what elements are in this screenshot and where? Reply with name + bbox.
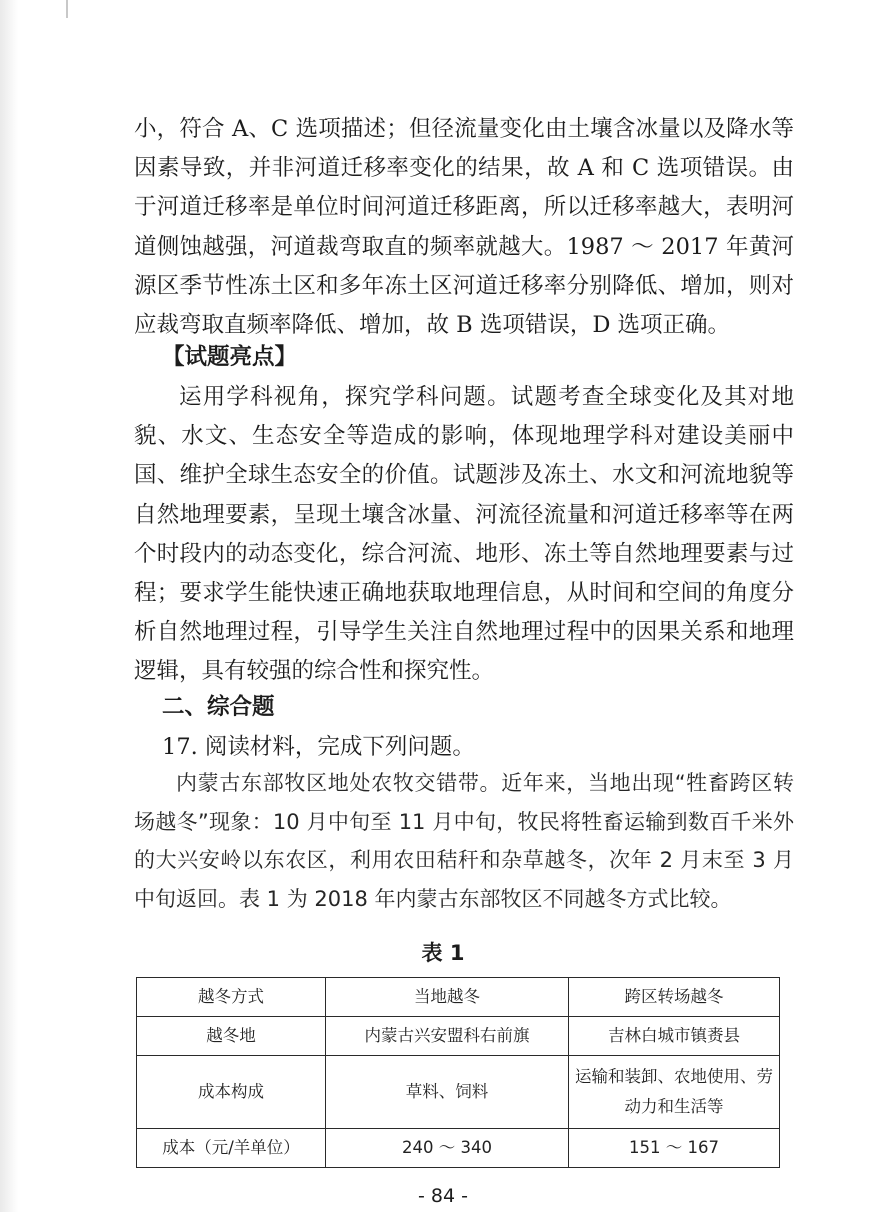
scan-shadow-edge xyxy=(0,0,18,1212)
question-17-prompt: 17. 阅读材料，完成下列问题。 xyxy=(162,734,475,760)
table-cell: 草料、饲料 xyxy=(326,1056,569,1129)
scan-corner-mark xyxy=(66,0,68,18)
table-cell: 越冬方式 xyxy=(137,978,326,1017)
answer-analysis-paragraph: 小，符合 A、C 选项描述；但径流量变化由土壤含冰量以及降水等因素导致，并非河道迁移率变化的结果，故 A 和 C 选项错误。由于河道迁移率是单位时间河道迁移距离，所以迁移率越大，表明河道侧蚀越强，河道裁弯取直的频率就越大。1987 ～ 2017 年黄河源区季节性冻土区和多年冻土区河道迁移率分别降低、增加，则对应裁弯取直频率降低、增加，故 B 选项错误，D 选项正确。 xyxy=(134,116,794,339)
table-cell: 内蒙古兴安盟科右前旗 xyxy=(326,1017,569,1056)
reading-material-paragraph: 内蒙古东部牧区地处农牧交错带。近年来，当地出现“牲畜跨区转场越冬”现象：10 月中旬至 11 月中旬，牧民将牲畜运输到数百千米外的大兴安岭以东农区，利用农田秸秆和杂草越冬，次年 2 月末至 3 月中旬返回。表 1 为 2018 年内蒙古东部牧区不同越冬方式比较。 xyxy=(134,771,794,911)
table-header-row xyxy=(137,978,780,1017)
table-cell: 成本构成 xyxy=(137,1056,326,1129)
table-cell: 跨区转场越冬 xyxy=(569,978,780,1017)
table-cell: 吉林白城市镇赉县 xyxy=(569,1017,780,1056)
highlights-heading: 【试题亮点】 xyxy=(162,344,298,370)
table-title: 表 1 xyxy=(421,941,465,965)
table-row xyxy=(137,1017,780,1056)
table-cell: 成本（元/羊单位） xyxy=(137,1129,326,1168)
page-number: - 84 - xyxy=(418,1185,468,1207)
highlights-paragraph: 运用学科视角，探究学科问题。试题考查全球变化及其对地貌、水文、生态安全等造成的影响，体现地理学科对建设美丽中国、维护全球生态安全的价值。试题涉及冻土、水文和河流地貌等自然地理要素，呈现土壤含冰量、河流径流量和河道迁移率等在两个时段内的动态变化，综合河流、地形、冻土等自然地理要素与过程；要求学生能快速正确地获取地理信息，从时间和空间的角度分析自然地理过程，引导学生关注自然地理过程中的因果关系和地理逻辑，具有较强的综合性和探究性。 xyxy=(134,384,794,685)
table-cell: 240 ～ 340 xyxy=(326,1129,569,1168)
table-cell: 运输和装卸、农地使用、劳动力和生活等 xyxy=(569,1056,780,1129)
table-row xyxy=(137,1129,780,1168)
overwintering-cost-table xyxy=(136,977,780,1168)
section-heading: 二、综合题 xyxy=(162,694,275,720)
table-cell: 151 ～ 167 xyxy=(569,1129,780,1168)
table-cell: 当地越冬 xyxy=(326,978,569,1017)
table-row xyxy=(137,1056,780,1129)
table-cell: 越冬地 xyxy=(137,1017,326,1056)
